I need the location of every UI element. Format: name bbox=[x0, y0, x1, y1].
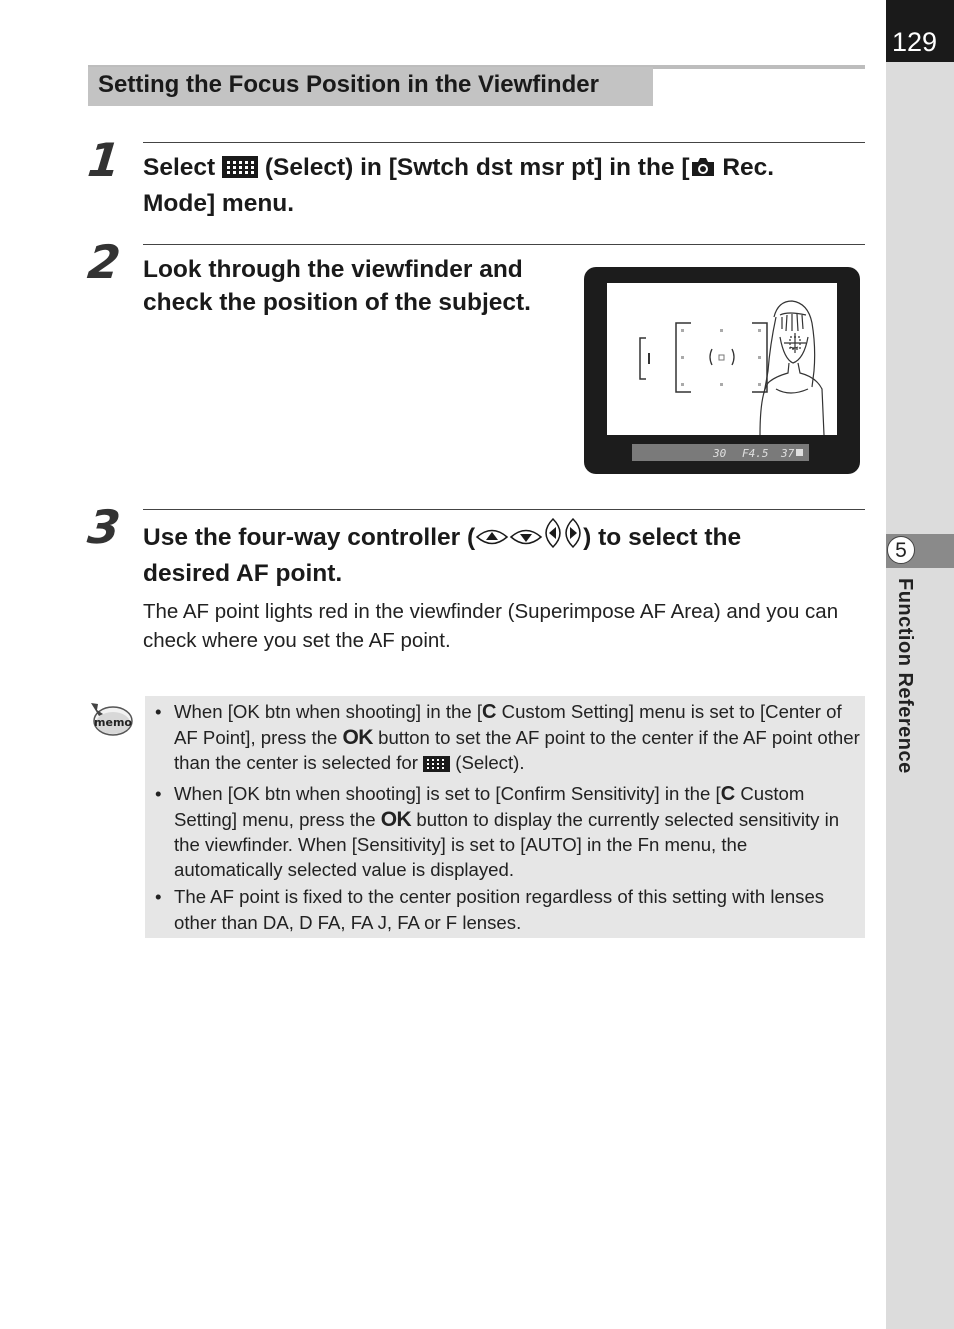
step-2-text bbox=[143, 253, 573, 319]
memo-item-2-b: Custom Setting] menu, press the bbox=[174, 782, 805, 830]
page-number: 129 bbox=[892, 27, 938, 57]
custom-setting-c-icon: C bbox=[720, 782, 736, 805]
memo-item-1 bbox=[155, 699, 860, 779]
memo-item-1-e: (Select). bbox=[450, 752, 525, 774]
step-2-line-1: Look through the viewfinder and bbox=[143, 256, 523, 283]
up-button-icon bbox=[475, 524, 509, 557]
select-grid-icon bbox=[423, 753, 450, 778]
memo-item-3 bbox=[155, 884, 860, 934]
step-3-description: The AF point lights red in the viewfinder (Superimpose AF Area) and you can check where you set the AF point. bbox=[143, 600, 839, 652]
select-grid-icon bbox=[222, 154, 258, 187]
step-1-number: 1 bbox=[85, 133, 123, 187]
step-3-text-c: desired AF point. bbox=[143, 560, 343, 587]
right-button-icon bbox=[563, 518, 583, 557]
vf-aperture: F4.5 bbox=[742, 447, 769, 460]
step-3-text bbox=[143, 518, 863, 590]
vf-frames: 37 bbox=[781, 447, 795, 460]
memo-icon-label: memo bbox=[94, 716, 132, 729]
custom-setting-c-icon: C bbox=[482, 701, 497, 723]
step-1-text bbox=[143, 151, 863, 220]
memo-list bbox=[155, 699, 860, 937]
bullet: • bbox=[155, 782, 162, 804]
step-3-text-a: Use the four-way controller ( bbox=[143, 524, 476, 551]
step-3-number: 3 bbox=[85, 500, 123, 554]
bullet: • bbox=[155, 886, 162, 908]
step-1-text-d: Mode] menu. bbox=[143, 190, 295, 217]
ok-button-icon: OK bbox=[342, 726, 373, 750]
camera-icon bbox=[690, 154, 716, 187]
step-3-rule bbox=[143, 509, 865, 510]
step-3-text-b: ) to select the bbox=[583, 524, 742, 551]
step-2-rule bbox=[143, 244, 865, 245]
step-2-number: 2 bbox=[85, 235, 123, 289]
step-1-text-b: (Select) in [Swtch dst msr pt] in the [ bbox=[264, 154, 690, 181]
vf-battery-icon bbox=[796, 449, 803, 456]
chapter-number: 5 bbox=[887, 536, 915, 564]
vf-shutter: 30 bbox=[713, 447, 727, 460]
left-button-icon bbox=[543, 518, 563, 557]
down-button-icon bbox=[509, 524, 543, 557]
memo-item-3-a: The AF point is fixed to the center position regardless of this setting with lenses other than DA, D FA, FA J, FA or F lenses. bbox=[174, 886, 825, 933]
bullet: • bbox=[155, 701, 162, 722]
memo-item-2-d: button to display the currently selected sensitivity in the viewfinder. When [Sensitivity] is set to [AUTO] in the Fn menu, the automatically selected value is displayed. bbox=[174, 808, 840, 881]
section-heading: Setting the Focus Position in the Viewfinder bbox=[88, 67, 653, 106]
step-1-text-c: Rec. bbox=[722, 154, 775, 181]
memo-item-2-a: When [OK btn when shooting] is set to [Confirm Sensitivity] in the [ bbox=[174, 782, 721, 804]
memo-item-2 bbox=[155, 781, 860, 883]
ok-button-icon: OK bbox=[380, 807, 412, 831]
chapter-title: Function Reference bbox=[894, 578, 916, 774]
memo-item-1-d: button to set the AF point to the center if the AF point other than the center is selected for bbox=[174, 727, 860, 774]
memo-icon bbox=[89, 700, 133, 738]
step-2-line-2: check the position of the subject. bbox=[143, 289, 531, 316]
memo-item-1-b: Custom Setting] menu is set to [Center of AF Point], press the bbox=[174, 701, 842, 749]
step-1-text-a: Select bbox=[143, 154, 216, 181]
memo-item-1-a: When [OK btn when shooting] in the [ bbox=[174, 701, 483, 722]
step-1-rule bbox=[143, 142, 865, 143]
viewfinder-illustration bbox=[584, 267, 860, 474]
